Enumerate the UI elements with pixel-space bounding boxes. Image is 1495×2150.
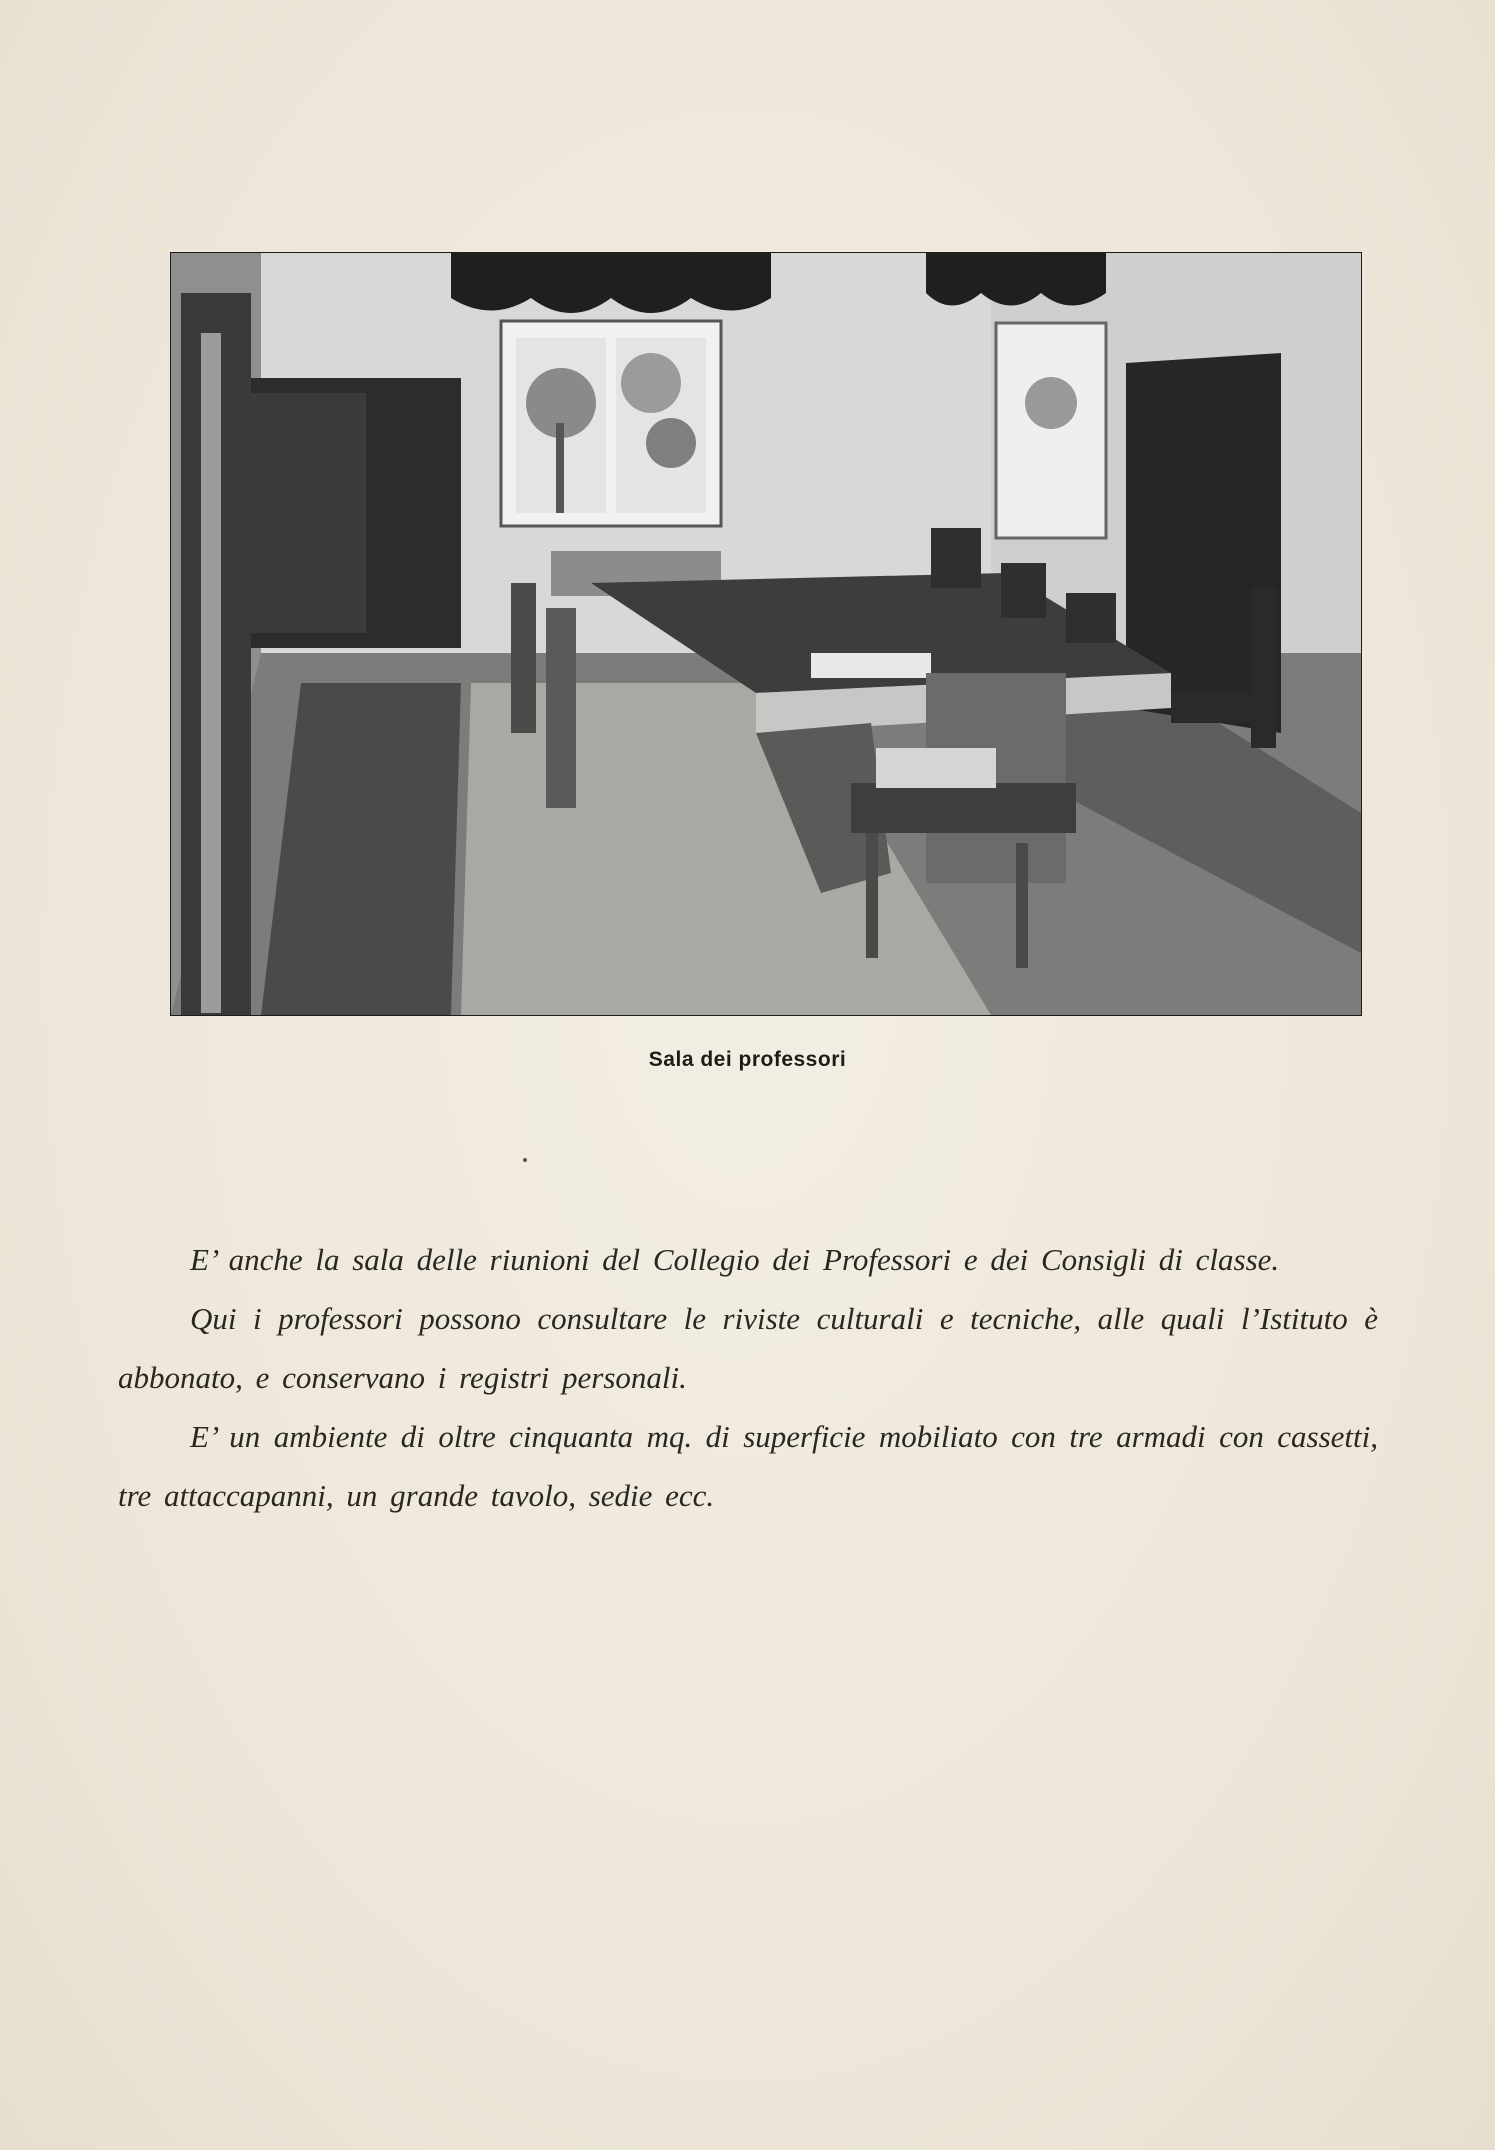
paragraph: E’ anche la sala delle riunioni del Collegio dei Professori e dei Consigli di classe.: [190, 1242, 1280, 1277]
body-text: [118, 1230, 1378, 1525]
photo-drawing: [171, 253, 1361, 1015]
paragraph: Qui i professori possono consultare le riviste culturali e tecniche, alle quali l’Istituto è abbonato, e conservano i registri personali.: [118, 1301, 1378, 1395]
photo-caption: Sala dei professori: [648, 1048, 847, 1071]
speck: [523, 1158, 527, 1162]
room-photograph: [170, 252, 1362, 1016]
paragraph: E’ un ambiente di oltre cinquanta mq. di superficie mobiliato con tre armadi con cassetti, tre attaccapanni, un grande tavolo, sedie ecc.: [118, 1419, 1378, 1513]
